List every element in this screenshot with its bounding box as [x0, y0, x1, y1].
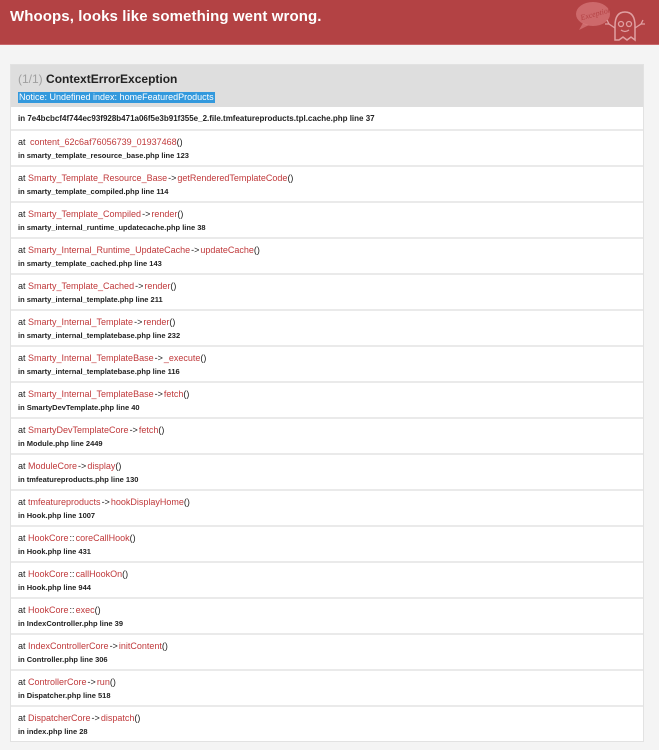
frame-call-separator: -> — [109, 641, 118, 651]
frame-at-label: at — [18, 713, 29, 723]
frame-parens: () — [115, 461, 122, 471]
frame-parens: () — [134, 713, 141, 723]
frame-call-separator: -> — [101, 497, 110, 507]
frame-call — [18, 351, 636, 365]
stack-frame — [11, 707, 643, 741]
exception-ghost-icon — [569, 0, 651, 44]
svg-text:Exception!: Exception! — [579, 4, 616, 23]
frame-call — [18, 567, 636, 581]
frame-file-location: in Hook.php line 1007 — [18, 511, 96, 520]
frame-parens: () — [94, 605, 101, 615]
frame-function-name[interactable]: initContent — [118, 641, 162, 651]
frame-parens: () — [183, 389, 190, 399]
frame-at-label: at — [18, 353, 29, 363]
frame-call-separator: -> — [135, 281, 144, 291]
frame-class-name[interactable]: HookCore — [28, 605, 69, 615]
frame-class-name[interactable]: Smarty_Internal_Runtime_UpdateCache — [28, 245, 191, 255]
frame-function-name[interactable]: fetch — [138, 425, 159, 435]
stack-frame — [11, 599, 643, 635]
frame-at-label: at — [18, 137, 29, 147]
frame-call-separator: -> — [142, 209, 151, 219]
frame-class-name[interactable]: Smarty_Internal_TemplateBase — [28, 353, 154, 363]
frame-call-separator: :: — [69, 605, 75, 615]
frame-class-name[interactable]: Smarty_Internal_TemplateBase — [28, 389, 154, 399]
stack-frame — [11, 527, 643, 563]
stack-frame — [11, 311, 643, 347]
frame-function-name[interactable]: render — [143, 317, 170, 327]
stack-frame — [11, 419, 643, 455]
frame-function-name[interactable]: _execute — [163, 353, 201, 363]
frame-call — [18, 207, 636, 221]
frame-parens: () — [158, 425, 165, 435]
frame-call-separator: :: — [69, 533, 75, 543]
frame-class-name[interactable]: tmfeatureproducts — [28, 497, 101, 507]
frame-class-name[interactable]: Smarty_Template_Compiled — [28, 209, 142, 219]
frame-function-name[interactable]: getRenderedTemplateCode — [177, 173, 288, 183]
frame-parens: () — [122, 569, 129, 579]
frame-call-separator: -> — [134, 317, 143, 327]
exception-title — [18, 71, 636, 87]
frame-call — [18, 135, 636, 149]
frame-at-label: at — [18, 317, 29, 327]
frame-at-label: at — [18, 209, 29, 219]
frame-function-name[interactable]: callHookOn — [75, 569, 123, 579]
stack-frame — [11, 671, 643, 707]
frame-function-name[interactable]: exec — [75, 605, 95, 615]
stack-frame — [11, 455, 643, 491]
frame-class-name[interactable]: HookCore — [28, 533, 69, 543]
frame-file-location: in smarty_internal_runtime_updatecache.php line 38 — [18, 223, 206, 232]
frame-call-separator: -> — [154, 353, 163, 363]
exception-location: in 7e4bcbcf4f744ec93f928b471a06f5e3b91f355e_2.file.tmfeatureproducts.tpl.cache.php line 37 — [11, 107, 643, 131]
frame-call — [18, 315, 636, 329]
frame-call — [18, 639, 636, 653]
exception-type: ContextErrorException — [46, 72, 178, 86]
stack-frame — [11, 131, 643, 167]
stack-frame — [11, 239, 643, 275]
frame-function-name[interactable]: render — [144, 281, 171, 291]
frame-parens: () — [170, 281, 177, 291]
frame-parens: () — [129, 533, 136, 543]
frame-at-label: at — [18, 497, 29, 507]
frame-at-label: at — [18, 245, 29, 255]
frame-parens: () — [169, 317, 176, 327]
frame-call-separator: -> — [78, 461, 87, 471]
frame-at-label: at — [18, 173, 29, 183]
frame-parens: () — [109, 677, 116, 687]
stack-frame — [11, 563, 643, 599]
frame-call — [18, 423, 636, 437]
frame-call — [18, 171, 636, 185]
frame-class-name[interactable]: IndexControllerCore — [28, 641, 109, 651]
frame-at-label: at — [18, 389, 29, 399]
frame-class-name[interactable]: Smarty_Template_Resource_Base — [28, 173, 168, 183]
stack-trace-list — [11, 131, 643, 741]
frame-at-label: at — [18, 281, 29, 291]
frame-file-location: in smarty_internal_templatebase.php line 232 — [18, 331, 181, 340]
frame-call-separator: :: — [69, 569, 75, 579]
frame-at-label: at — [18, 677, 29, 687]
frame-at-label: at — [18, 533, 29, 543]
frame-call — [18, 459, 636, 473]
frame-at-label: at — [18, 461, 29, 471]
frame-function-name[interactable]: fetch — [163, 389, 184, 399]
frame-function-name[interactable]: render — [151, 209, 178, 219]
frame-call — [18, 279, 636, 293]
frame-function-name[interactable]: updateCache — [200, 245, 254, 255]
frame-at-label: at — [18, 569, 29, 579]
error-header-bar — [0, 0, 659, 45]
frame-file-location: in tmfeatureproducts.php line 130 — [18, 475, 139, 484]
frame-file-location: in IndexController.php line 39 — [18, 619, 124, 628]
frame-class-name[interactable]: Smarty_Internal_Template — [28, 317, 134, 327]
frame-class-name[interactable]: Smarty_Template_Cached — [28, 281, 135, 291]
frame-file-location: in index.php line 28 — [18, 727, 88, 736]
stack-frame — [11, 275, 643, 311]
frame-file-location: in Dispatcher.php line 518 — [18, 691, 111, 700]
frame-file-location: in smarty_internal_templatebase.php line 116 — [18, 367, 180, 376]
frame-parens: () — [183, 497, 190, 507]
frame-file-location: in smarty_template_resource_base.php line 123 — [18, 151, 189, 160]
frame-function-name[interactable]: hookDisplayHome — [110, 497, 184, 507]
stack-frame — [11, 167, 643, 203]
stack-frame — [11, 347, 643, 383]
exception-message[interactable]: Notice: Undefined index: homeFeaturedProducts — [19, 92, 214, 102]
frame-parens: () — [200, 353, 207, 363]
frame-file-location: in Hook.php line 944 — [18, 583, 91, 592]
stack-frame — [11, 203, 643, 239]
stack-frame — [11, 491, 643, 527]
exception-panel — [10, 64, 644, 742]
frame-call-separator: -> — [154, 389, 163, 399]
frame-parens: () — [177, 209, 184, 219]
exception-count: (1/1) — [18, 72, 43, 86]
frame-parens: () — [176, 137, 183, 147]
frame-call — [18, 387, 636, 401]
frame-call — [18, 711, 636, 725]
frame-call-separator: -> — [129, 425, 138, 435]
frame-function-name[interactable]: coreCallHook — [75, 533, 130, 543]
frame-file-location: in Hook.php line 431 — [18, 547, 91, 556]
frame-at-label: at — [18, 641, 29, 651]
frame-class-name[interactable]: HookCore — [28, 569, 69, 579]
frame-call-separator: -> — [168, 173, 177, 183]
frame-file-location: in SmartyDevTemplate.php line 40 — [18, 403, 140, 412]
frame-parens: () — [287, 173, 294, 183]
frame-call — [18, 603, 636, 617]
frame-file-location: in smarty_internal_template.php line 211 — [18, 295, 163, 304]
frame-file-location: in Module.php line 2449 — [18, 439, 103, 448]
frame-call — [18, 495, 636, 509]
frame-file-location: in smarty_template_compiled.php line 114 — [18, 187, 169, 196]
frame-class-name[interactable]: ControllerCore — [28, 677, 87, 687]
frame-at-label: at — [18, 605, 29, 615]
stack-frame — [11, 383, 643, 419]
frame-function-name[interactable]: dispatch — [100, 713, 135, 723]
frame-parens: () — [161, 641, 168, 651]
frame-function-name[interactable]: content_62c6af76056739_01937468 — [30, 137, 177, 147]
page-title: Whoops, looks like something went wrong. — [10, 8, 322, 25]
frame-parens: () — [253, 245, 260, 255]
frame-call-separator: -> — [191, 245, 200, 255]
frame-call — [18, 675, 636, 689]
stack-frame — [11, 635, 643, 671]
frame-at-label: at — [18, 425, 29, 435]
frame-call — [18, 243, 636, 257]
exception-header — [11, 65, 643, 107]
frame-function-name[interactable]: run — [96, 677, 110, 687]
frame-call-separator: -> — [91, 713, 100, 723]
frame-function-name[interactable]: display — [87, 461, 116, 471]
frame-file-location: in Controller.php line 306 — [18, 655, 108, 664]
frame-class-name[interactable]: DispatcherCore — [28, 713, 91, 723]
frame-class-name[interactable]: ModuleCore — [28, 461, 78, 471]
frame-call — [18, 531, 636, 545]
frame-class-name[interactable]: SmartyDevTemplateCore — [28, 425, 129, 435]
frame-file-location: in smarty_template_cached.php line 143 — [18, 259, 162, 268]
frame-call-separator: -> — [87, 677, 96, 687]
